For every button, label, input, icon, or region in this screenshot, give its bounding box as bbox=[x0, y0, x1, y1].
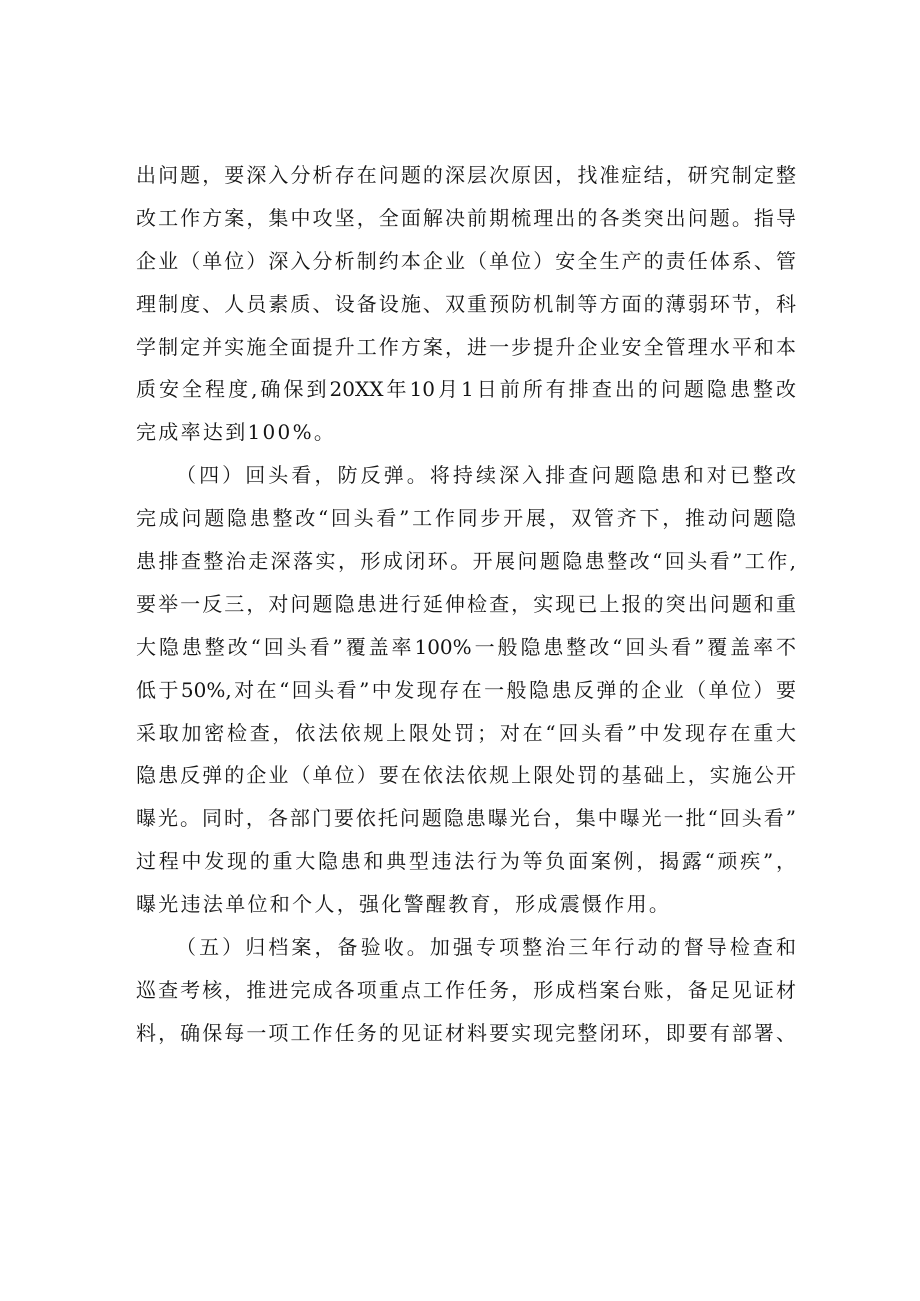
paragraph-heading-line: （四）回头看，防反弹。将持续深入排查问题隐患和对已整改 bbox=[176, 463, 796, 488]
text-line: 料，确保每一项工作任务的见证材料要实现完整闭环，即要有部署、 bbox=[136, 1020, 796, 1045]
text-line: 要举一反三，对问题隐患进行延伸检查，实现已上报的突出问题和重 bbox=[136, 591, 796, 616]
text-line: 学制定并实施全面提升工作方案，进一步提升企业安全管理水平和本 bbox=[136, 334, 796, 359]
text-line: 理制度、人员素质、设备设施、双重预防机制等方面的薄弱环节，科 bbox=[136, 291, 796, 316]
paragraph-heading-line: （五）归档案，备验收。加强专项整治三年行动的督导检查和 bbox=[176, 935, 796, 960]
text-line: 大隐患整改“回头看”覆盖率100%一般隐患整改“回头看”覆盖率不 bbox=[136, 634, 796, 659]
text-line: 隐患反弹的企业（单位）要在依法依规上限处罚的基础上，实施公开 bbox=[136, 763, 796, 788]
text-line: 采取加密检查，依法依规上限处罚；对在“回头看”中发现存在重大 bbox=[136, 720, 796, 745]
text-line: 过程中发现的重大隐患和典型违法行为等负面案例，揭露“顽疾”， bbox=[136, 849, 796, 874]
text-line: 患排查整治走深落实，形成闭环。开展问题隐患整改“回头看”工作, bbox=[136, 549, 796, 574]
text-line: 曝光。同时，各部门要依托问题隐患曝光台，集中曝光一批“回头看” bbox=[136, 806, 796, 831]
paragraph-look-back bbox=[136, 454, 796, 926]
paragraph-archiving bbox=[136, 926, 796, 1055]
text-line: 改工作方案，集中攻坚，全面解决前期梳理出的各类突出问题。指导 bbox=[136, 205, 796, 230]
paragraph-rectification-goals bbox=[136, 154, 796, 454]
text-line: 企业（单位）深入分析制约本企业（单位）安全生产的责任体系、管 bbox=[136, 248, 796, 273]
document-body bbox=[136, 154, 796, 1055]
text-line: 完成问题隐患整改“回头看”工作同步开展，双管齐下，推动问题隐 bbox=[136, 506, 796, 531]
text-line: 质安全程度,确保到20XX年10月1日前所有排查出的问题隐患整改 bbox=[136, 377, 796, 402]
text-line: 曝光违法单位和个人，强化警醒教育，形成震慑作用。 bbox=[136, 892, 672, 917]
text-line: 巡查考核，推进完成各项重点工作任务，形成档案台账，备足见证材 bbox=[136, 977, 796, 1002]
text-line: 低于50%,对在“回头看”中发现存在一般隐患反弹的企业（单位）要 bbox=[136, 677, 796, 702]
text-line: 出问题，要深入分析存在问题的深层次原因，找准症结，研究制定整 bbox=[136, 163, 796, 187]
text-line: 完成率达到100%。 bbox=[136, 420, 337, 445]
